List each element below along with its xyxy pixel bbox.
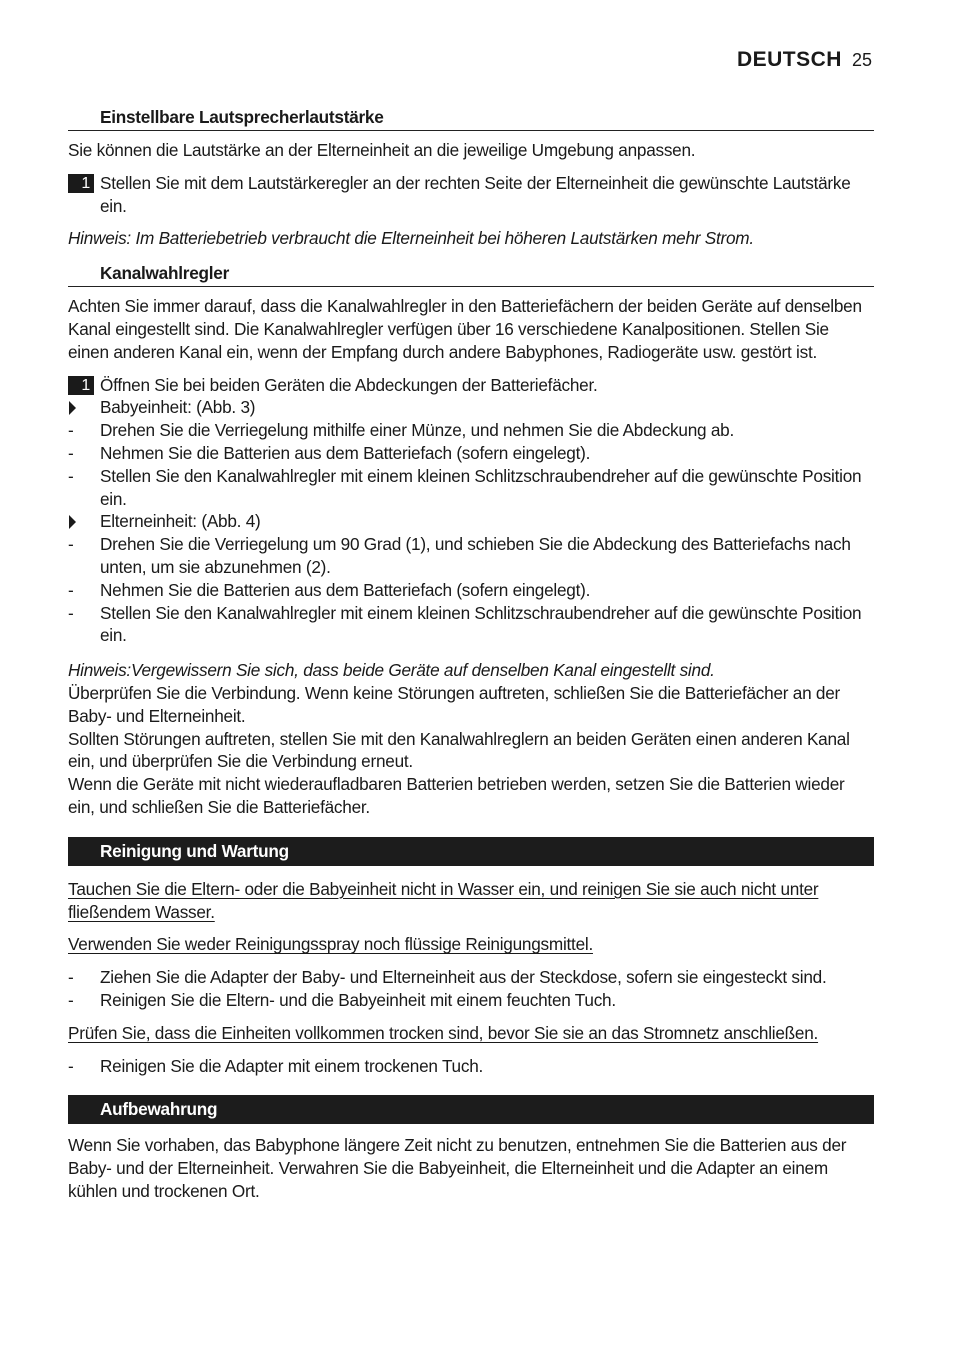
triangle-bullet-icon [69,401,76,415]
list-item: - Drehen Sie die Verriegelung um 90 Grad (1), und schieben Sie die Abdeckung des Batteriefachs nach unten, um sie abzunehmen (2). [68,534,851,577]
cleaning-warning-3: Prüfen Sie, dass die Einheiten vollkommen trocken sind, bevor Sie sie an das Stromnetz anschließen. [68,1022,819,1043]
dash-bullet: - [68,579,74,600]
step-number: 1 [68,174,94,193]
dash-bullet: - [68,465,74,486]
list-item: - Drehen Sie die Verriegelung mithilfe einer Münze, und nehmen Sie die Abdeckung ab. [68,420,734,441]
dash-bullet: - [68,534,74,555]
baby-unit-label: Babyeinheit: (Abb. 3) [68,396,874,419]
channel-intro: Achten Sie immer darauf, dass die Kanalwahlregler in den Batteriefächern der beiden Geräte auf denselben Kanal eingestellt sind. Die Kanalwahlregler verfügen über 16 verschiedene Kanalpositionen. Stellen Sie einen anderen Kanal ein, wenn der Empfang durch andere Babyphones, Radiogeräte usw. gestört ist. [68,296,862,362]
channel-hint: Hinweis:Vergewissern Sie sich, dass beide Geräte auf denselben Kanal eingestellt sind. [68,660,715,681]
channel-step-1 [68,374,874,397]
list-item: - Nehmen Sie die Batterien aus dem Batteriefach (sofern eingelegt). [68,579,591,600]
channel-para-1: Überprüfen Sie die Verbindung. Wenn keine Störungen auftreten, schließen Sie die Batteriefächer an der Baby- und Elterneinheit. [68,682,840,726]
dash-bullet: - [68,989,74,1010]
list-item: - Ziehen Sie die Adapter der Baby- und Elterneinheit aus der Steckdose, sofern sie eingesteckt sind. [68,967,827,988]
section-heading-volume: Einstellbare Lautsprecherlautstärke [68,104,874,131]
volume-hint: Hinweis: Im Batteriebetrieb verbraucht die Elterneinheit bei höheren Lautstärken mehr Strom. [68,228,754,249]
volume-step-1 [68,172,874,218]
triangle-bullet-icon [69,515,76,529]
step-text: Stellen Sie mit dem Lautstärkeregler an der rechten Seite der Elterneinheit die gewünschte Lautstärke ein. [100,172,851,216]
channel-para-3: Wenn die Geräte mit nicht wiederaufladbaren Batterien betrieben werden, setzen Sie die Batterien wieder ein, und schließen Sie die Batteriefächer. [68,774,845,817]
language-label: DEUTSCH [736,48,842,71]
list-item: - Reinigen Sie die Adapter mit einem trockenen Tuch. [68,1055,484,1076]
list-item: - Stellen Sie den Kanalwahlregler mit einem kleinen Schlitzschraubendreher auf die gewünschte Position ein. [68,465,862,509]
section-bar-cleaning: Reinigung und Wartung [68,837,874,866]
dash-bullet: - [68,1055,74,1076]
section-heading-channel: Kanalwahlregler [68,260,874,287]
page-content [68,104,874,1203]
page-number: 25 [851,50,872,70]
step-text: Öffnen Sie bei beiden Geräten die Abdeckungen der Batteriefächer. [100,374,598,395]
dash-bullet: - [68,442,74,463]
list-item: - Nehmen Sie die Batterien aus dem Batteriefach (sofern eingelegt). [68,442,591,463]
cleaning-warning-2: Verwenden Sie weder Reinigungsspray noch flüssige Reinigungsmittel. [68,934,593,955]
page-header [737,48,872,72]
volume-intro: Sie können die Lautstärke an der Elterneinheit an die jeweilige Umgebung anpassen. [68,140,696,160]
parent-unit-label: Elterneinheit: (Abb. 4) [68,510,874,533]
list-item: - Reinigen Sie die Eltern- und die Babyeinheit mit einem feuchten Tuch. [68,989,616,1010]
dash-bullet: - [68,967,74,988]
list-item: - Stellen Sie den Kanalwahlregler mit einem kleinen Schlitzschraubendreher auf die gewünschte Position ein. [68,602,862,646]
storage-para: Wenn Sie vorhaben, das Babyphone längere Zeit nicht zu benutzen, entnehmen Sie die Batterien aus der Baby- und der Elterneinheit. Verwahren Sie die Babyeinheit, die Elterneinheit und die Adapter an einem kühlen und trockenen Ort. [68,1135,847,1201]
dash-bullet: - [68,602,74,623]
channel-para-2: Sollten Störungen auftreten, stellen Sie mit den Kanalwahlreglern an beiden Geräten einen anderen Kanal ein, und überprüfen Sie die Verbindung erneut. [68,728,850,772]
cleaning-warning-1: Tauchen Sie die Eltern- oder die Babyeinheit nicht in Wasser ein, und reinigen Sie sie auch nicht unter fließendem Wasser. [68,878,819,922]
dash-bullet: - [68,420,74,441]
section-bar-storage: Aufbewahrung [68,1095,874,1124]
step-number: 1 [68,376,94,395]
